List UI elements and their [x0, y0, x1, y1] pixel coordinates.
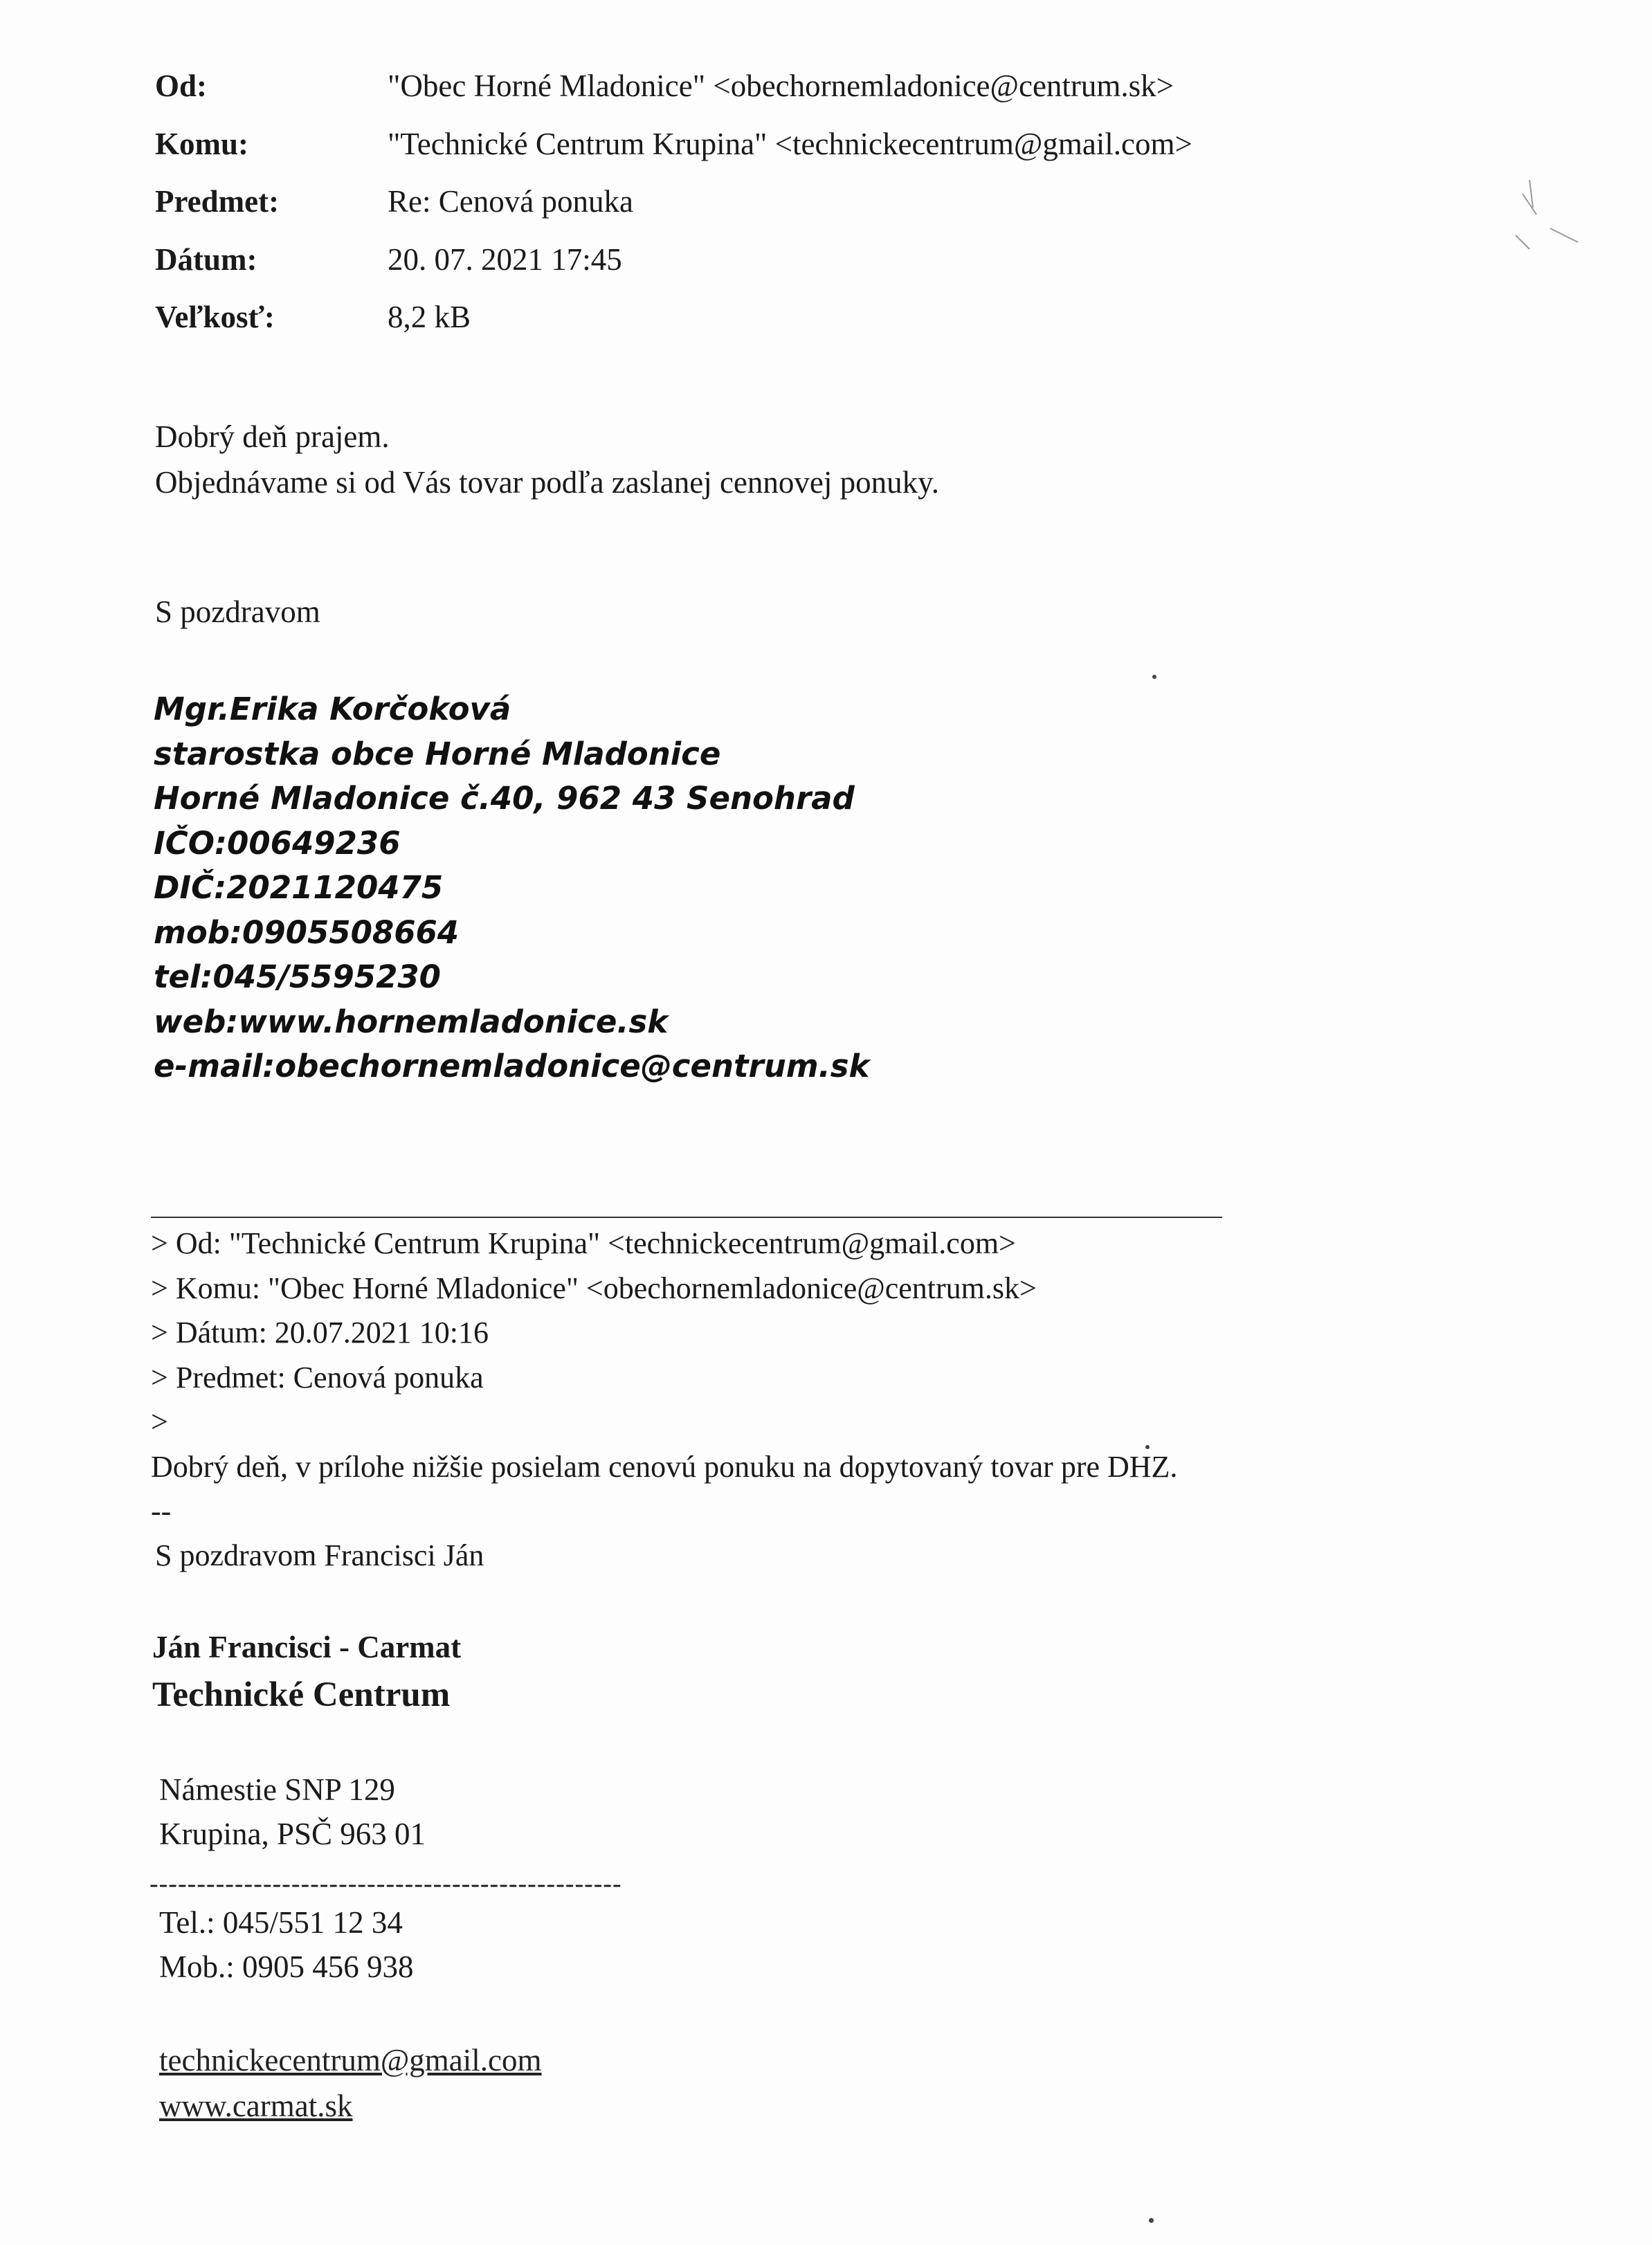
subject-value: Re: Cenová ponuka	[388, 184, 633, 219]
body-line-1: Dobrý deň prajem.	[155, 419, 390, 454]
header-date-row	[155, 242, 1192, 300]
quoted-text: Dobrý deň, v prílohe nižšie posielam cenovú ponuku na dopytovaný tovar pre DHZ.	[151, 1449, 1178, 1484]
carmat-city: Krupina, PSČ 963 01	[159, 1817, 426, 1851]
signature-web: web:www.hornemladonice.sk	[154, 1003, 669, 1040]
subject-label: Predmet:	[155, 184, 280, 219]
scan-speck	[1149, 2218, 1154, 2223]
to-label: Komu:	[155, 126, 248, 161]
from-label: Od:	[155, 69, 208, 103]
quoted-greeting: S pozdravom Francisci Ján	[155, 1538, 484, 1572]
signature-phone: tel:045/5595230	[154, 958, 441, 995]
size-label: Veľkosť:	[155, 300, 275, 334]
carmat-tel: Tel.: 045/551 12 34	[159, 1905, 403, 1940]
carmat-email-link[interactable]: technickecentrum@gmail.com	[159, 2043, 542, 2078]
date-value: 20. 07. 2021 17:45	[388, 242, 622, 277]
carmat-mob: Mob.: 0905 456 938	[159, 1949, 414, 1984]
scan-speck	[1152, 675, 1156, 679]
quoted-to: > Komu: "Obec Horné Mladonice" <obechornemladonice@centrum.sk>	[151, 1271, 1037, 1305]
signature-role: starostka obce Horné Mladonice	[154, 735, 721, 772]
email-body	[155, 414, 939, 505]
size-value: 8,2 kB	[388, 300, 471, 334]
signature-mobile: mob:0905508664	[154, 914, 460, 951]
scan-mark	[1509, 166, 1592, 277]
carmat-phones	[159, 1900, 414, 1989]
email-header	[155, 68, 1192, 357]
quote-divider	[151, 1217, 1222, 1218]
quoted-separator: --	[151, 1494, 172, 1528]
header-subject-row	[155, 183, 1192, 242]
scan-speck	[1145, 1445, 1150, 1449]
signature-name: Mgr.Erika Korčoková	[154, 691, 511, 727]
quoted-date: > Dátum: 20.07.2021 10:16	[151, 1316, 489, 1349]
quoted-subject: > Predmet: Cenová ponuka	[151, 1360, 484, 1394]
carmat-street: Námestie SNP 129	[159, 1772, 395, 1807]
carmat-links	[159, 2037, 541, 2129]
signature-dic: DIČ:2021120475	[154, 869, 444, 906]
to-value: "Technické Centrum Krupina" <technickecentrum@gmail.com>	[388, 126, 1192, 161]
sender-signature	[154, 687, 869, 1089]
quoted-from: > Od: "Technické Centrum Krupina" <technickecentrum@gmail.com>	[151, 1226, 1016, 1260]
carmat-person-name: Ján Francisci - Carmat	[152, 1630, 462, 1664]
signature-address: Horné Mladonice č.40, 962 43 Senohrad	[154, 780, 855, 817]
header-to-row	[155, 126, 1192, 184]
header-size-row	[155, 299, 1192, 357]
body-greeting: S pozdravom	[155, 594, 320, 629]
body-line-2: Objednávame si od Vás tovar podľa zaslanej cennovej ponuky.	[155, 465, 939, 500]
from-value: "Obec Horné Mladonice" <obechornemladonice@centrum.sk>	[388, 69, 1174, 103]
carmat-company-name: Technické Centrum	[152, 1675, 451, 1714]
date-label: Dátum:	[155, 242, 257, 277]
quoted-message	[151, 1221, 1177, 1534]
header-from-row	[155, 68, 1192, 126]
quoted-marker: >	[151, 1405, 168, 1439]
signature-email: e-mail:obechornemladonice@centrum.sk	[154, 1048, 870, 1084]
signature-ico: IČO:00649236	[154, 824, 401, 862]
carmat-web-link[interactable]: www.carmat.sk	[159, 2089, 353, 2123]
carmat-dash-divider: --------------------------------------------------	[149, 1869, 622, 1898]
carmat-address	[159, 1767, 426, 1856]
